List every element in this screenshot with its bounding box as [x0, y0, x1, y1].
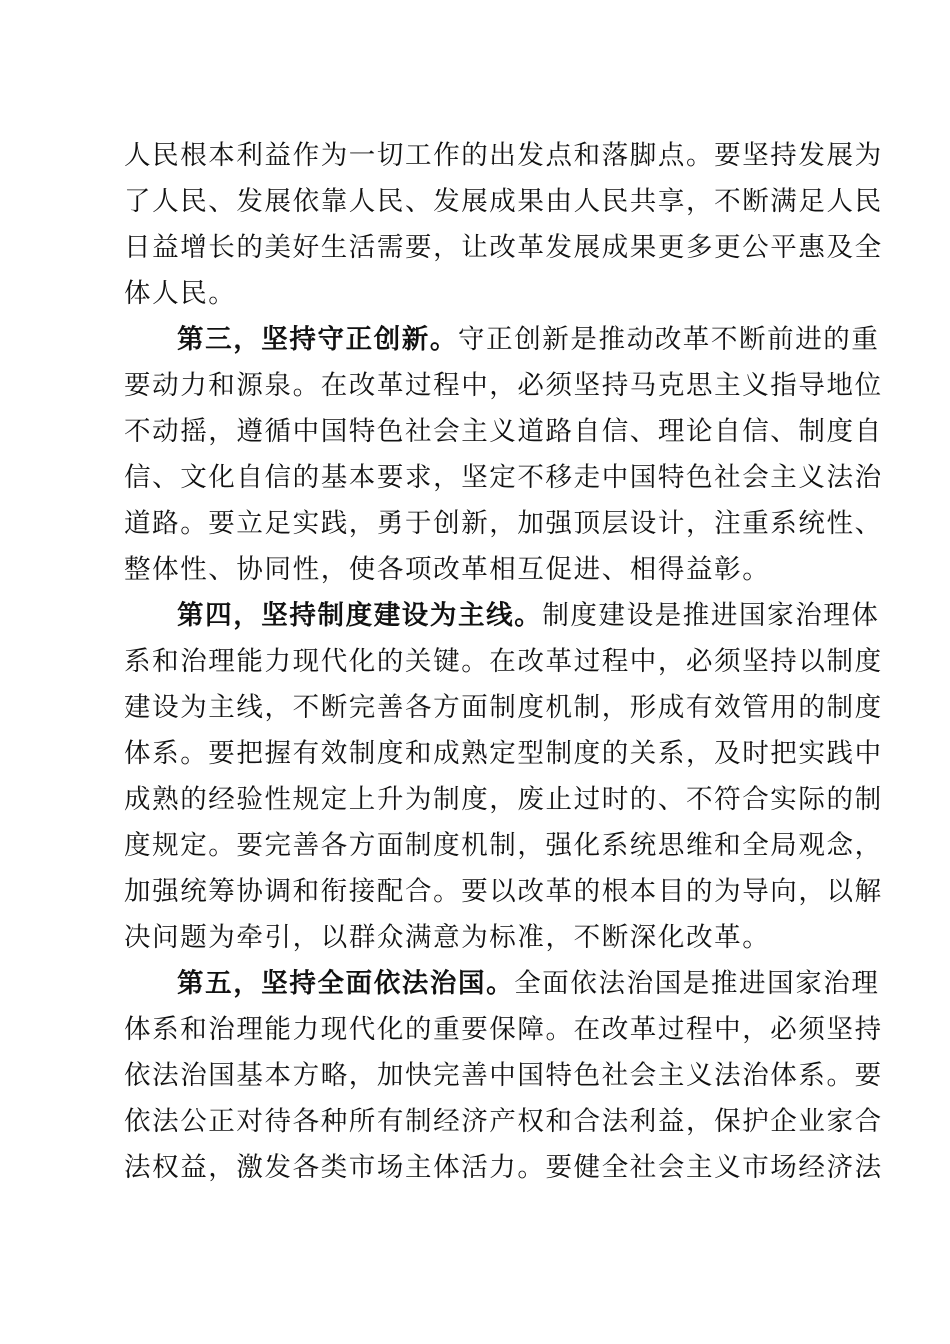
paragraph-lead: 第五，坚持全面依法治国。	[177, 968, 515, 999]
text-line: 整体性、协同性，使各项改革相互促进、相得益彰。	[124, 554, 771, 585]
text-line: 要动力和源泉。在改革过程中，必须坚持马克思主义指导地位	[124, 370, 883, 401]
text-line-first	[124, 317, 880, 363]
text-line: 了人民、发展依靠人民、发展成果由人民共享，不断满足人民	[124, 186, 883, 217]
text-line: 依法治国基本方略，加快完善中国特色社会主义法治体系。要	[124, 1060, 883, 1091]
paragraph-lead: 第三，坚持守正创新。	[177, 324, 458, 355]
text-line: 信、文化自信的基本要求，坚定不移走中国特色社会主义法治	[124, 462, 883, 493]
text-line: 不动摇，遵循中国特色社会主义道路自信、理论自信、制度自	[124, 416, 883, 447]
text-line: 依法公正对待各种所有制经济产权和合法利益，保护企业家合	[124, 1106, 883, 1137]
text-line: 人民根本利益作为一切工作的出发点和落脚点。要坚持发展为	[124, 140, 883, 171]
text-line: 决问题为牵引，以群众满意为标准，不断深化改革。	[124, 922, 771, 953]
paragraph-3	[124, 593, 883, 961]
text-line: 法权益，激发各类市场主体活力。要健全社会主义市场经济法	[124, 1152, 883, 1183]
text-run: 守正创新是推动改革不断前进的重	[458, 324, 880, 355]
text-line: 体系。要把握有效制度和成熟定型制度的关系，及时把实践中	[124, 738, 883, 769]
text-line: 加强统筹协调和衔接配合。要以改革的根本目的为导向，以解	[124, 876, 883, 907]
text-line: 系和治理能力现代化的关键。在改革过程中，必须坚持以制度	[124, 646, 883, 677]
paragraph-4	[124, 961, 883, 1191]
text-line: 体人民。	[124, 278, 237, 309]
paragraph-2	[124, 317, 883, 593]
text-run: 制度建设是推进国家治理体	[542, 600, 880, 631]
text-line: 度规定。要完善各方面制度机制，强化系统思维和全局观念，	[124, 830, 883, 861]
text-line-first	[124, 593, 880, 639]
document-body	[124, 133, 883, 1191]
text-line: 体系和治理能力现代化的重要保障。在改革过程中，必须坚持	[124, 1014, 883, 1045]
text-line: 日益增长的美好生活需要，让改革发展成果更多更公平惠及全	[124, 232, 883, 263]
text-line: 建设为主线，不断完善各方面制度机制，形成有效管用的制度	[124, 692, 883, 723]
paragraph-1	[124, 133, 883, 317]
paragraph-lead: 第四，坚持制度建设为主线。	[177, 600, 543, 631]
text-line: 成熟的经验性规定上升为制度，废止过时的、不符合实际的制	[124, 784, 883, 815]
text-line-first	[124, 961, 880, 1007]
text-line: 道路。要立足实践，勇于创新，加强顶层设计，注重系统性、	[124, 508, 883, 539]
text-run: 全面依法治国是推进国家治理	[514, 968, 880, 999]
